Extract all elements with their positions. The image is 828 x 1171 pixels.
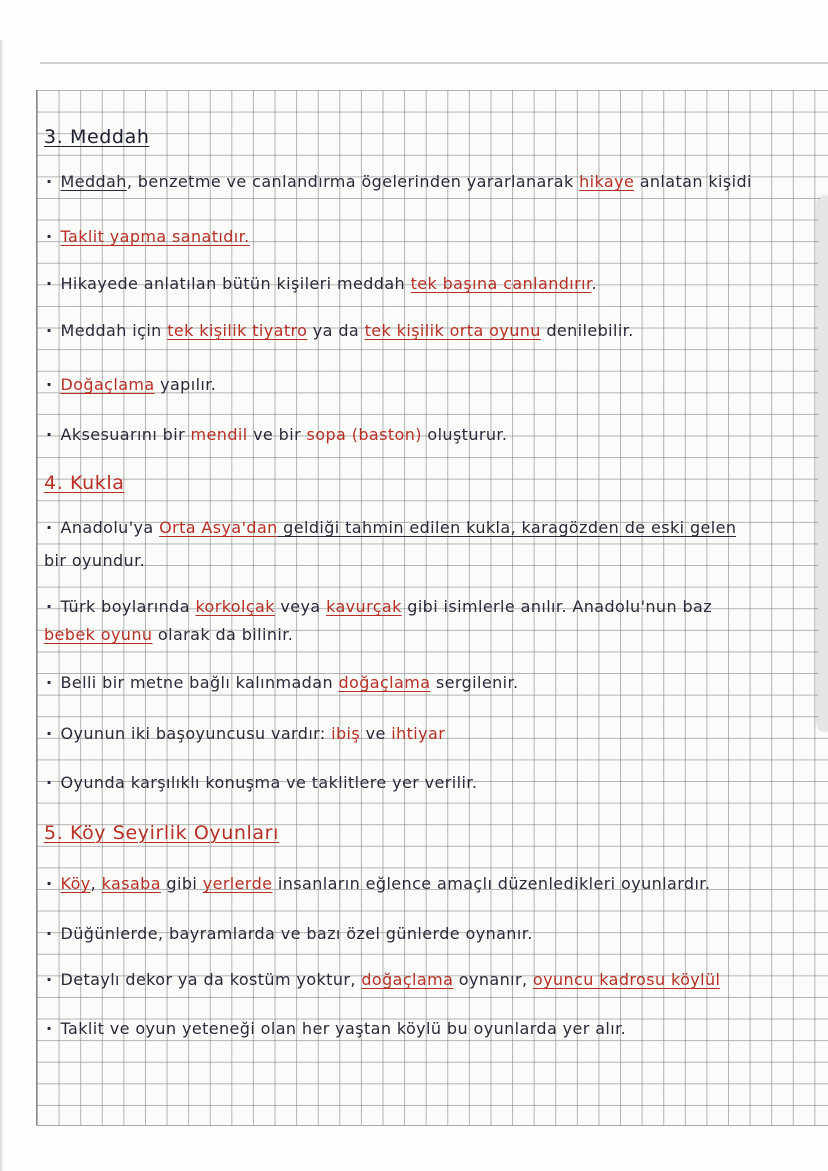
text-segment: Hikayede anlatılan bütün kişileri meddah	[60, 274, 411, 293]
text-segment: doğaçlama	[361, 970, 454, 989]
heading-kukla	[44, 472, 124, 494]
text-segment: Detaylı dekor ya da kostüm yoktur,	[60, 970, 362, 989]
text-segment: oyuncu kadrosu köylül	[532, 970, 721, 989]
koy-bullet-3	[46, 970, 720, 990]
bullet-dot: ·	[46, 773, 53, 792]
bullet-dot: ·	[46, 274, 53, 293]
koy-bullet-4	[46, 1019, 626, 1039]
bullet-dot: ·	[46, 172, 53, 191]
text-segment: doğaçlama	[338, 673, 431, 692]
text-segment: anlatan kişidi	[634, 172, 752, 191]
heading-kukla-text: 4. Kukla	[44, 472, 125, 494]
bullet-dot: ·	[46, 518, 53, 537]
bullet-dot: ·	[46, 924, 53, 943]
text-segment: .	[591, 274, 597, 293]
text-segment: bir oyundur.	[44, 551, 146, 570]
text-segment: Doğaçlama	[60, 375, 155, 394]
text-segment: tek kişilik tiyatro	[167, 321, 308, 340]
bullet-dot: ·	[46, 321, 53, 340]
text-segment: Oyunun iki başoyuncusu vardır:	[60, 724, 332, 743]
text-segment: korkolçak	[195, 597, 275, 616]
kukla-bullet-4	[46, 724, 445, 744]
text-segment: gibi	[160, 874, 203, 893]
text-segment: Meddah için	[60, 321, 168, 340]
meddah-bullet-5	[46, 375, 216, 395]
text-segment: ve bir	[247, 425, 307, 444]
text-segment: Orta Asya'dan	[159, 518, 278, 537]
text-segment: mendil	[190, 425, 248, 444]
kukla-bullet-2-cont	[44, 625, 293, 645]
text-segment: Aksesuarını bir	[60, 425, 191, 444]
kukla-bullet-1-cont	[44, 551, 145, 571]
heading-koy-text: 5. Köy Seyirlik Oyunları	[44, 822, 279, 844]
kukla-bullet-1	[46, 518, 736, 538]
kukla-bullet-2	[46, 597, 712, 617]
text-segment: Taklit ve oyun yeteneği olan her yaştan köylü bu oyunlarda yer alır.	[60, 1019, 627, 1038]
bullet-dot: ·	[46, 227, 53, 246]
heading-meddah-text: 3. Meddah	[44, 126, 150, 148]
bullet-dot: ·	[46, 597, 53, 616]
bullet-dot: ·	[46, 970, 53, 989]
text-segment: ,	[90, 874, 102, 893]
meddah-bullet-2	[46, 227, 250, 247]
text-segment: denilebilir.	[540, 321, 634, 340]
text-segment: kasaba	[101, 874, 161, 893]
text-segment: insanların eğlence amaçlı düzenledikleri oyunlardır.	[272, 874, 711, 893]
text-segment: geldiği tahmin edilen kukla, karagözden de eski gelen	[277, 518, 737, 537]
text-segment: tek başına canlandırır	[410, 274, 592, 293]
meddah-bullet-3	[46, 274, 597, 294]
koy-bullet-2	[46, 924, 533, 944]
bullet-dot: ·	[46, 724, 53, 743]
text-segment: yapılır.	[154, 375, 217, 394]
text-segment: kavurçak	[326, 597, 402, 616]
meddah-bullet-1	[46, 172, 752, 192]
heading-meddah	[44, 126, 149, 148]
text-segment: sergilenir.	[430, 673, 519, 692]
text-segment: Türk boylarında	[60, 597, 196, 616]
bullet-dot: ·	[46, 874, 53, 893]
text-segment: Taklit yapma sanatıdır.	[60, 227, 250, 246]
text-segment: ya da	[307, 321, 365, 340]
text-segment: yerlerde	[202, 874, 273, 893]
text-segment: veya	[274, 597, 327, 616]
text-segment: ibiş	[331, 724, 361, 743]
text-segment: tek kişilik orta oyunu	[364, 321, 541, 340]
text-segment: , benzetme ve canlandırma ögelerinden yararlanarak	[126, 172, 580, 191]
text-segment: Meddah	[60, 172, 127, 191]
bullet-dot: ·	[46, 375, 53, 394]
text-segment: Oyunda karşılıklı konuşma ve taklitlere yer verilir.	[60, 773, 478, 792]
text-segment: gibi isimlerle anılır. Anadolu'nun baz	[401, 597, 713, 616]
text-segment: Düğünlerde, bayramlarda ve bazı özel günlerde oynanır.	[60, 924, 533, 943]
text-segment: Anadolu'ya	[60, 518, 160, 537]
meddah-bullet-6	[46, 425, 507, 445]
bullet-dot: ·	[46, 673, 53, 692]
meddah-bullet-4	[46, 321, 634, 341]
heading-koy-seyirlik	[44, 822, 279, 844]
kukla-bullet-5	[46, 773, 477, 793]
text-segment: ihtiyar	[391, 724, 446, 743]
text-segment: Köy	[60, 874, 91, 893]
bullet-dot: ·	[46, 425, 53, 444]
text-segment: sopa (baston)	[306, 425, 422, 444]
text-segment: Belli bir metne bağlı kalınmadan	[60, 673, 339, 692]
text-segment: bebek oyunu	[44, 625, 153, 644]
koy-bullet-1	[46, 874, 710, 894]
text-segment: oluşturur.	[421, 425, 508, 444]
bullet-dot: ·	[46, 1019, 53, 1038]
text-segment: hikaye	[579, 172, 635, 191]
kukla-bullet-3	[46, 673, 518, 693]
text-segment: oynanır,	[453, 970, 533, 989]
text-segment: ve	[360, 724, 392, 743]
text-segment: olarak da bilinir.	[152, 625, 294, 644]
